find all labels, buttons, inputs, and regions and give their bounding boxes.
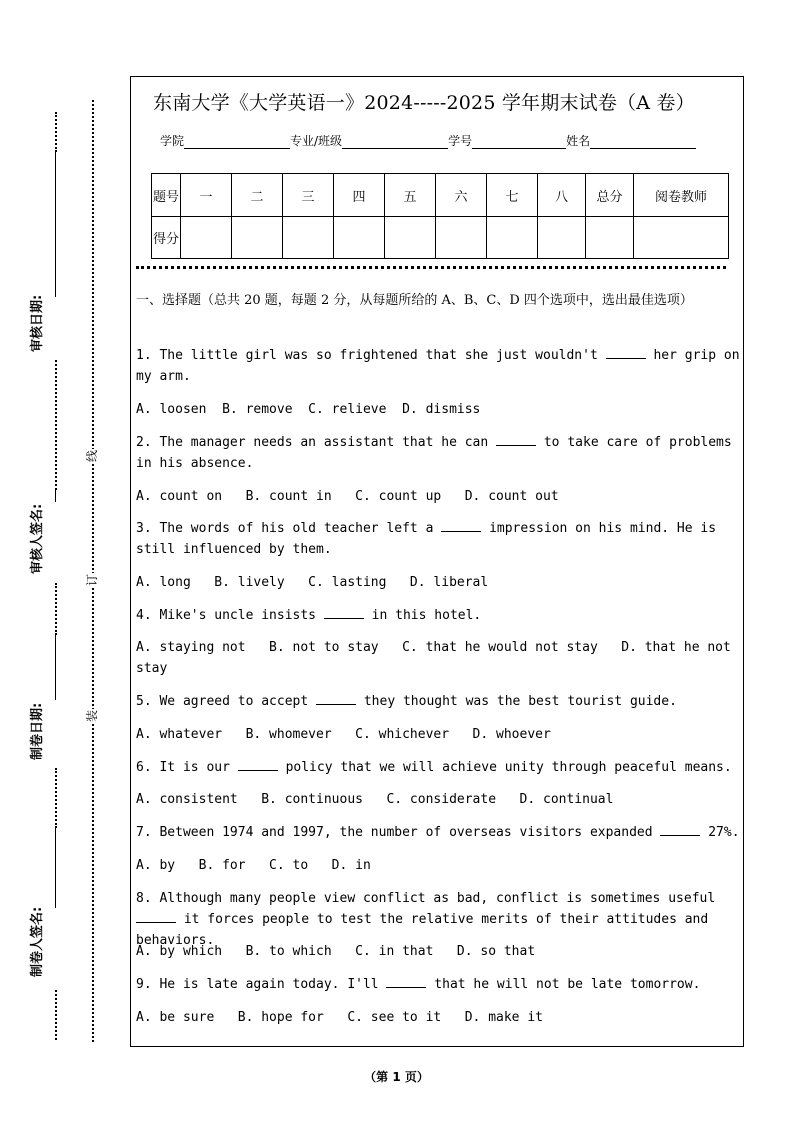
score-header-cell: 阅卷教师 (634, 174, 729, 217)
score-table-value-row (152, 217, 729, 259)
student-id-field[interactable] (472, 136, 566, 149)
question-stem (136, 691, 742, 712)
score-table (151, 173, 729, 259)
margin-dotted-line-4 (55, 768, 57, 828)
score-header-cell: 题号 (152, 174, 181, 217)
question-text: 9. He is late again today. I'll (136, 977, 379, 992)
answer-blank (386, 975, 426, 988)
score-cell[interactable] (538, 217, 586, 259)
major-field[interactable] (342, 136, 448, 149)
question-options: A. long B. lively C. lasting D. liberal (136, 575, 489, 590)
college-field[interactable] (184, 136, 290, 149)
binding-char-zhuang: 装 (85, 710, 99, 723)
question-text: 27%. (708, 825, 740, 840)
reviewer-sign-label: 审核人签名: (30, 503, 45, 574)
answer-blank (136, 910, 176, 923)
student-info-row (160, 132, 696, 149)
section-heading: 一、选择题（总共 20 题，每题 2 分，从每题所给的 A、B、C、D 四个选项中，选出最佳选项） (136, 293, 693, 308)
question-stem (136, 518, 742, 560)
binding-dotted-line (92, 100, 94, 1042)
question-text: 3. The words of his old teacher left a (136, 521, 434, 536)
question-stem (136, 345, 742, 387)
question-text: 5. We agreed to accept (136, 694, 309, 709)
answer-blank (316, 692, 356, 705)
score-cell[interactable] (487, 217, 538, 259)
margin-dotted-line-top (55, 112, 57, 152)
margin-dotted-line-3 (55, 583, 57, 635)
answer-blank (238, 758, 278, 771)
score-header-cell: 一 (181, 174, 232, 217)
page-number: （第 1 页） (364, 1070, 429, 1084)
dotted-separator (136, 266, 726, 269)
answer-blank (324, 606, 364, 619)
score-cell[interactable] (436, 217, 487, 259)
question-text: that he will not be late tomorrow. (434, 977, 701, 992)
question-options: A. loosen B. remove C. relieve D. dismiss (136, 402, 481, 417)
name-label: 姓名 (566, 134, 591, 148)
question-text: 6. It is our (136, 760, 230, 775)
question-options: A. be sure B. hope for C. see to it D. make it (136, 1010, 543, 1025)
question-options: A. by B. for C. to D. in (136, 858, 371, 873)
margin-sign-line-review-date (55, 152, 56, 297)
question-options: A. whatever B. whomever C. whichever D. whoever (136, 727, 551, 742)
score-header-cell: 六 (436, 174, 487, 217)
question-text: 4. Mike's uncle insists (136, 608, 317, 623)
question-options: A. staying not B. not to stay C. that he would not stay D. that he not stay (136, 640, 739, 676)
question-text: 8. Although many people view conflict as bad, conflict is sometimes useful (136, 891, 716, 906)
answer-blank (660, 823, 700, 836)
question-stem (136, 974, 742, 995)
question-text: they thought was the best tourist guide. (363, 694, 677, 709)
question-text: her grip on my arm. (136, 348, 740, 384)
question-stem (136, 757, 742, 778)
score-cell[interactable] (586, 217, 634, 259)
score-cell[interactable] (385, 217, 436, 259)
question-text: 1. The little girl was so frightened that she just wouldn't (136, 348, 598, 363)
question-text: impression on his mind. He is still influenced by them. (136, 521, 717, 557)
score-row-label: 得分 (152, 217, 181, 259)
score-cell[interactable] (634, 217, 729, 259)
score-header-cell: 五 (385, 174, 436, 217)
margin-dotted-line-2 (55, 360, 57, 490)
margin-sign-line-reviewer (55, 490, 56, 502)
margin-sign-line-maker (55, 828, 56, 908)
exam-title: 东南大学《大学英语一》2024-----2025 学年期末试卷（A 卷） (153, 92, 695, 114)
margin-sign-line-make-date (55, 635, 56, 700)
score-header-cell: 七 (487, 174, 538, 217)
question-stem (136, 432, 742, 474)
question-text: policy that we will achieve unity through peaceful means. (285, 760, 732, 775)
name-field[interactable] (590, 136, 696, 149)
score-cell[interactable] (181, 217, 232, 259)
score-cell[interactable] (232, 217, 283, 259)
question-text: to take care of problems in his absence. (136, 435, 732, 471)
score-header-cell: 总分 (586, 174, 634, 217)
make-date-label: 制卷日期: (30, 702, 45, 760)
score-header-cell: 八 (538, 174, 586, 217)
question-text: it forces people to test the relative merits of their attitudes and behaviors. (136, 912, 709, 948)
question-stem (136, 605, 742, 626)
question-options: A. by which B. to which C. in that D. so that (136, 944, 536, 959)
score-header-cell: 四 (334, 174, 385, 217)
maker-sign-label: 制卷人签名: (30, 906, 45, 977)
college-label: 学院 (160, 134, 185, 148)
question-options: A. count on B. count in C. count up D. count out (136, 489, 559, 504)
binding-char-ding: 订 (85, 574, 99, 587)
margin-dotted-line-bottom (55, 990, 57, 1040)
question-options: A. consistent B. continuous C. considerate D. continual (136, 792, 614, 807)
score-cell[interactable] (334, 217, 385, 259)
student-id-label: 学号 (448, 134, 473, 148)
score-header-cell: 三 (283, 174, 334, 217)
question-text: 7. Between 1974 and 1997, the number of overseas visitors expanded (136, 825, 653, 840)
review-date-label: 审核日期: (30, 294, 45, 352)
score-header-cell: 二 (232, 174, 283, 217)
answer-blank (606, 346, 646, 359)
question-stem (136, 822, 742, 843)
score-cell[interactable] (283, 217, 334, 259)
binding-char-xian: 线 (85, 450, 99, 463)
major-label: 专业/班级 (290, 134, 343, 148)
question-text: 2. The manager needs an assistant that he can (136, 435, 489, 450)
answer-blank (441, 519, 481, 532)
answer-blank (496, 433, 536, 446)
question-text: in this hotel. (371, 608, 482, 623)
score-table-header-row (152, 174, 729, 217)
